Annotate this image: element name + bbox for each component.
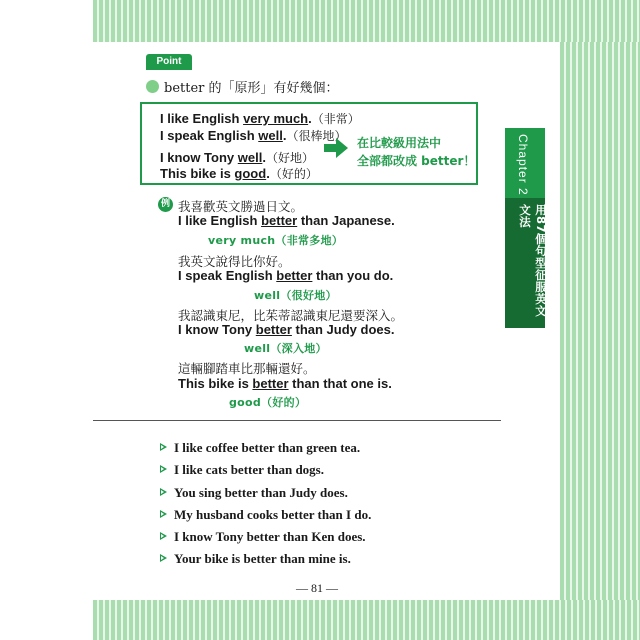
example-translation: 我喜歡英文勝過日文。 bbox=[178, 199, 304, 214]
rule-line: I know Tony well.（好地） bbox=[160, 150, 314, 165]
example-translation: 我認識東尼，比茱蒂認識東尼還要深入。 bbox=[178, 308, 404, 323]
book-title: 用87個句型征服英文文法 bbox=[518, 204, 548, 318]
book-title-tab bbox=[505, 198, 548, 328]
example-sentence: I speak English better than you do. bbox=[178, 268, 394, 283]
example-sentence: I like English better than Japanese. bbox=[178, 213, 395, 228]
chapter-tab bbox=[505, 128, 545, 198]
point-underline bbox=[146, 68, 192, 70]
example-gloss: well（很好地） bbox=[254, 289, 337, 302]
page-number: — 81 — bbox=[296, 581, 338, 595]
rule-line: This bike is good.（好的） bbox=[160, 166, 318, 181]
example-gloss: very much（非常多地） bbox=[208, 234, 344, 247]
right-arrow-icon bbox=[324, 138, 348, 158]
bullet-dot-icon bbox=[146, 80, 159, 93]
point-heading: better 的「原形」有好幾個： bbox=[164, 81, 339, 96]
chapter-label: Chapter 2 bbox=[516, 134, 530, 196]
rule-note-line1: 在比較級用法中 bbox=[357, 136, 442, 150]
bottom-stripe-band bbox=[93, 600, 640, 640]
rule-line: I like English very much.（非常） bbox=[160, 111, 360, 126]
example-icon: 例 bbox=[158, 197, 173, 212]
example-translation: 這輛腳踏車比那輛還好。 bbox=[178, 361, 316, 376]
point-badge: Point bbox=[146, 54, 192, 69]
example-sentence: I know Tony better than Judy does. bbox=[178, 322, 395, 337]
rule-note-line2: 全部都改成 better！ bbox=[357, 154, 476, 168]
side-stripe-band bbox=[560, 42, 640, 600]
example-sentence: This bike is better than that one is. bbox=[178, 376, 392, 391]
example-translation: 我英文說得比你好。 bbox=[178, 254, 291, 269]
example-gloss: well（深入地） bbox=[244, 342, 327, 355]
top-stripe-band bbox=[93, 0, 640, 42]
section-divider bbox=[93, 420, 501, 421]
example-gloss: good（好的） bbox=[229, 396, 307, 409]
rule-line: I speak English well.（很棒地） bbox=[160, 128, 347, 143]
